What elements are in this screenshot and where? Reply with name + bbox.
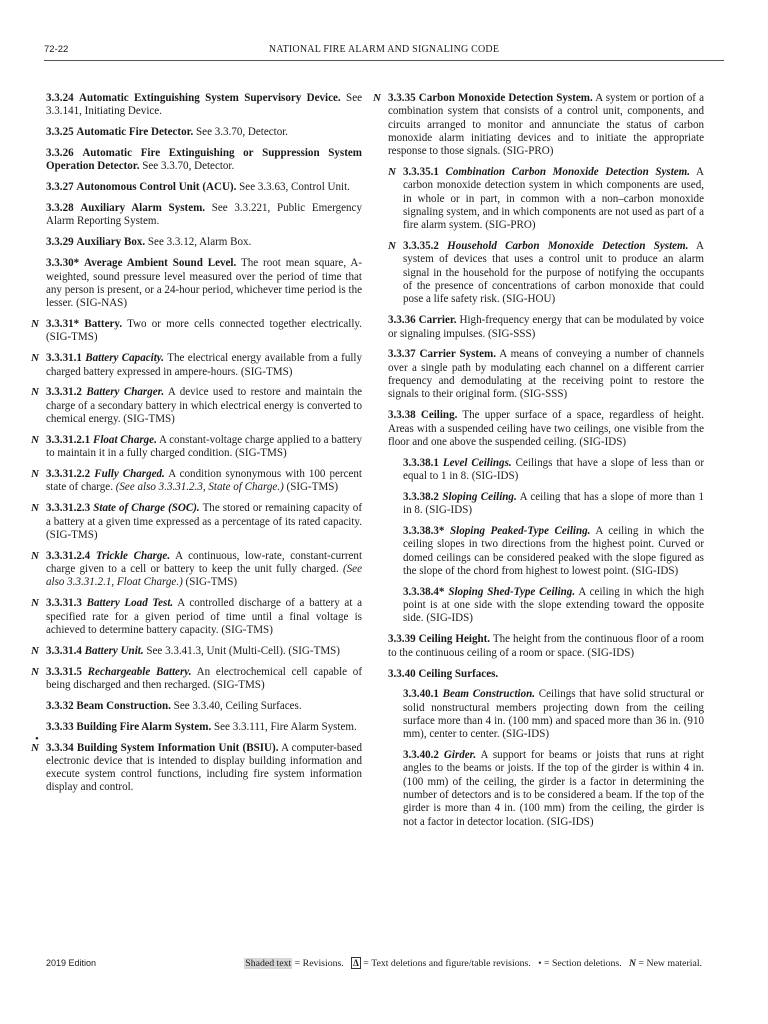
- definition-entry: [31, 433, 362, 461]
- definition-text: A means of conveying a number of channels over a single path by modulating each channel on a different carrier frequency and demodulating at the receiving point to restore the signals to their original form. (SIG-SSS): [388, 348, 705, 401]
- definition-text: The root mean square, A-weighted, sound pressure level measured over the period of time that any person is present, or a 24-hour period, whichever time period is the lesser. (SIG-NAS): [46, 257, 363, 310]
- bullet-desc: = Section deletions.: [541, 958, 622, 969]
- definition-entry: [388, 240, 705, 306]
- section-number: 3.3.40: [388, 667, 416, 680]
- definition-entry: [403, 525, 704, 578]
- delta-desc: = Text deletions and figure/table revisions.: [360, 958, 531, 969]
- defined-term: Carrier System.: [419, 348, 496, 361]
- defined-term: Rechargeable Battery.: [87, 665, 192, 678]
- section-number: 3.3.38.3*: [403, 525, 445, 538]
- definition-text: The electrical energy available from a fully charged battery expressed in ampere-hours. (SIG-TMS): [46, 352, 363, 378]
- definition-entry: [31, 502, 362, 542]
- revision-legend: [244, 958, 702, 969]
- definition-text: See 3.3.221, Public Emergency Alarm Reporting System.: [46, 202, 362, 228]
- new-material-icon: N: [31, 741, 39, 754]
- defined-term: Beam Construction.: [76, 699, 171, 712]
- section-number: 3.3.26: [46, 147, 74, 160]
- new-material-icon: N: [31, 386, 39, 399]
- definition-text: See 3.3.70, Detector.: [196, 126, 289, 139]
- defined-term: Sloping Ceiling.: [442, 490, 517, 503]
- new-material-icon: N: [31, 549, 39, 562]
- defined-term: Building Fire Alarm System.: [76, 720, 212, 733]
- definition-entry: [46, 181, 362, 194]
- defined-term: Sloping Peaked-Type Ceiling.: [449, 525, 591, 538]
- definition-text: A device used to restore and maintain the charge of a secondary battery in which electrical energy is converted to chemical energy. (SIG-TMS): [46, 386, 362, 425]
- section-number: 3.3.38.1: [403, 456, 439, 469]
- definition-entry: [46, 92, 362, 119]
- new-material-icon: N: [31, 644, 39, 657]
- right-column: [373, 92, 705, 837]
- definition-text: An electrochemical cell capable of being discharged and then recharged. (SIG-TMS): [46, 665, 363, 691]
- definition-text: The height from the continuous floor of a room to the continuous ceiling of a room or space. (SIG-IDS): [388, 633, 705, 659]
- page-number: 72-22: [44, 44, 69, 55]
- section-number: 3.3.40.2: [403, 749, 439, 762]
- definition-text: See 3.3.63, Control Unit.: [239, 181, 350, 194]
- definition-entry: [46, 700, 362, 713]
- definition-entry: [31, 549, 363, 590]
- new-material-icon: N: [31, 665, 39, 678]
- defined-term: Combination Carbon Monoxide Detection System.: [445, 166, 691, 179]
- defined-term: Level Ceilings.: [442, 456, 512, 469]
- section-number: 3.3.31.1: [46, 352, 82, 365]
- section-number: 3.3.31.3: [46, 597, 82, 610]
- new-material-icon: N: [388, 166, 396, 179]
- section-number: 3.3.24: [46, 92, 74, 104]
- section-number: 3.3.33: [46, 720, 74, 733]
- definition-text: A condition synonymous with 100 percent state of charge.: [46, 468, 362, 494]
- definition-text: See 3.3.40, Ceiling Surfaces.: [173, 699, 302, 712]
- defined-term: Automatic Extinguishing System Supervisory Device.: [78, 92, 341, 104]
- new-material-icon: N: [629, 958, 637, 969]
- committee-code: (SIG-TMS): [185, 576, 238, 589]
- new-material-icon: N: [31, 433, 39, 446]
- section-number: 3.3.25: [46, 126, 74, 139]
- defined-term: Household Carbon Monoxide Detection System.: [447, 240, 689, 253]
- section-number: 3.3.38.4*: [403, 585, 445, 598]
- new-material-icon: N: [388, 240, 396, 253]
- definition-text: A support for beams or joists that runs at right angles to the beams or joists. If the top of the girder is within 4 in. (100 mm) of the ceiling, the girder is a factor in determining the number of detectors and is to be considered a beam. If the top of the girder is more than 4 in. (100 mm) from the ceiling, the girder is not a factor in detector location. (SIG-IDS): [403, 749, 704, 828]
- definition-entry: [403, 749, 704, 829]
- definition-entry: [403, 688, 704, 741]
- definition-entry: [46, 126, 362, 139]
- defined-term: Fully Charged.: [94, 468, 165, 481]
- defined-term: Trickle Charge.: [95, 549, 171, 562]
- section-number: 3.3.35: [388, 92, 416, 104]
- defined-term: Sloping Shed-Type Ceiling.: [448, 585, 576, 598]
- defined-term: Battery Load Test.: [86, 597, 174, 610]
- n-desc: = New material.: [636, 958, 702, 969]
- defined-term: Autonomous Control Unit (ACU).: [76, 181, 237, 194]
- definition-entry: [46, 147, 362, 174]
- shaded-desc: = Revisions.: [292, 958, 344, 969]
- section-number: 3.3.35.1: [403, 166, 439, 179]
- definition-entry: [46, 236, 362, 249]
- section-number: 3.3.39: [388, 633, 416, 646]
- left-column: [31, 92, 363, 802]
- definition-text: See 3.3.141, Initiating Device.: [46, 92, 362, 118]
- defined-term: Girder.: [443, 749, 477, 762]
- defined-term: Auxiliary Box.: [76, 236, 146, 249]
- section-number: 3.3.35.2: [403, 240, 439, 253]
- definition-entry: [31, 352, 363, 379]
- definition-entry: [31, 318, 362, 345]
- defined-term: Ceiling Height.: [418, 633, 491, 646]
- section-number: 3.3.32: [46, 699, 74, 712]
- defined-term: Average Ambient Sound Level.: [84, 257, 237, 270]
- definition-entry: [388, 314, 704, 341]
- section-number: 3.3.31.2.1: [46, 433, 91, 446]
- running-title: NATIONAL FIRE ALARM AND SIGNALING CODE: [268, 44, 500, 55]
- new-material-icon: N: [31, 318, 39, 331]
- definition-text: See 3.3.12, Alarm Box.: [147, 236, 252, 249]
- committee-code: (SIG-TMS): [286, 481, 339, 494]
- definition-text: A carbon monoxide detection system in which components are used, in whole or in part, in common with a non–carbon monoxide signaling system, and in which components are not used as part of a fire alarm system. (SIG-PRO): [403, 166, 705, 232]
- definition-text: A system of devices that uses a control unit to produce an alarm signal in the household for the purpose of notifying the occupants of the presence of concentrations of carbon monoxide that could pose a life safety risk. (SIG-HOU): [403, 240, 705, 306]
- definition-entry: [388, 633, 704, 660]
- defined-term: Ceiling Surfaces.: [418, 667, 499, 680]
- definition-text: A ceiling in which the high point is at one side with the slope extending toward the opposite side. (SIG-IDS): [403, 585, 705, 625]
- definition-text: High-frequency energy that can be modulated by voice or signaling impulses. (SIG-SSS): [388, 314, 704, 340]
- edition-label: 2019 Edition: [46, 958, 97, 968]
- cross-reference: (See also 3.3.31.2.1, Float Charge.): [46, 563, 362, 589]
- definition-text: Ceilings that have a slope of less than or equal to 1 in 8. (SIG-IDS): [403, 456, 705, 482]
- defined-term: Battery Charger.: [86, 386, 165, 399]
- defined-term: Automatic Fire Detector.: [76, 126, 194, 139]
- bullet-icon: •: [538, 958, 542, 969]
- defined-term: Building System Information Unit (BSIU).: [76, 741, 279, 754]
- new-material-icon: N: [31, 502, 39, 515]
- definition-text: A system or portion of a combination system that consists of a control unit, components, and circuits arranged to monitor and annunciate the status of carbon monoxide alarm initiating devices and to initiate the appropriate response to those signals. (SIG-PRO): [388, 92, 704, 158]
- defined-term: Carbon Monoxide Detection System.: [418, 92, 593, 104]
- definition-entry: [403, 586, 704, 626]
- definition-entry: [31, 732, 362, 795]
- definition-entry: [388, 409, 704, 449]
- section-number: 3.3.31.2.3: [46, 502, 91, 515]
- definition-text: Ceilings that have solid structural or solid nonstructural members projecting down from the ceiling surface more than 4 in. (100 mm) and spaced more than 36 in. (910 mm), center to center. (SIG-IDS): [403, 688, 704, 741]
- definition-text: The stored or remaining capacity of a battery at a given time expressed as a percentage of its rated capacity. (SIG-TMS): [46, 502, 362, 541]
- defined-term: Automatic Fire Extinguishing or Suppression System Operation Detector.: [46, 147, 363, 173]
- definition-text: See 3.3.70, Detector.: [142, 160, 235, 173]
- defined-term: Beam Construction.: [442, 688, 536, 701]
- definition-entry: [46, 257, 362, 310]
- definition-text: A continuous, low-rate, constant-current charge given to a cell or battery to keep the unit fully charged.: [46, 549, 363, 576]
- section-number: 3.3.30*: [46, 257, 80, 270]
- definition-entry: [388, 166, 705, 232]
- definition-entry: [31, 386, 362, 426]
- defined-term: Battery Capacity.: [85, 352, 165, 365]
- section-number: 3.3.28: [46, 202, 74, 215]
- new-material-icon: N: [373, 92, 381, 104]
- definition-text: A ceiling in which the ceiling slopes in two directions from the highest point. Curved or domed ceilings can be considered peaked with the slope figured as the slope of the chord from highest to lowest point. (SIG-IDS): [403, 525, 705, 577]
- section-number: 3.3.37: [388, 348, 416, 361]
- delta-icon: Δ: [353, 958, 359, 968]
- definition-entry: [388, 348, 704, 401]
- definition-entry: [403, 457, 704, 484]
- section-number: 3.3.38: [388, 409, 416, 422]
- section-number: 3.3.31*: [46, 318, 80, 331]
- cross-reference: (See also 3.3.31.2.3, State of Charge.): [115, 481, 284, 494]
- section-number: 3.3.40.1: [403, 688, 439, 701]
- section-number: 3.3.31.2.2: [46, 468, 91, 481]
- section-number: 3.3.31.4: [46, 644, 82, 657]
- definition-entry: [373, 92, 704, 158]
- definition-entry: [31, 644, 362, 658]
- section-number: 3.3.27: [46, 181, 74, 194]
- new-material-icon: N: [31, 352, 39, 365]
- section-number: 3.3.31.2.4: [46, 549, 91, 562]
- shaded-text-sample: Shaded text: [245, 958, 292, 969]
- section-number: 3.3.38.2: [403, 490, 439, 503]
- defined-term: Battery.: [84, 318, 123, 331]
- section-deletion-icon: •: [35, 732, 39, 745]
- section-number: 3.3.34: [46, 741, 74, 754]
- definition-text: A constant-voltage charge applied to a battery to maintain it in a fully charged condition. (SIG-TMS): [46, 433, 362, 460]
- definition-text: Two or more cells connected together electrically. (SIG-TMS): [46, 318, 362, 344]
- defined-term: Float Charge.: [92, 433, 157, 446]
- defined-term: Ceiling.: [420, 409, 458, 422]
- definition-text: See 3.3.111, Fire Alarm System.: [213, 720, 357, 733]
- definition-text: A computer-based electronic device that is intended to display building information and execute system control functions, including fire system information display and control.: [46, 741, 362, 794]
- definition-entry: [31, 468, 362, 495]
- defined-term: Auxiliary Alarm System.: [80, 202, 206, 215]
- section-number: 3.3.31.5: [46, 665, 82, 678]
- defined-term: Battery Unit.: [84, 644, 144, 657]
- definition-entry: [388, 668, 704, 681]
- definition-text: The upper surface of a space, regardless of height. Areas with a suspended ceiling have two ceilings, one visible from the floor and one above the suspended ceiling. (SIG-IDS): [388, 409, 705, 448]
- definition-entry: [31, 665, 363, 693]
- definition-entry: [31, 597, 362, 637]
- defined-term: Carrier.: [418, 314, 457, 327]
- section-number: 3.3.36: [388, 314, 416, 327]
- definition-text: A ceiling that has a slope of more than 1 in 8. (SIG-IDS): [403, 490, 704, 517]
- definition-entry: [46, 202, 362, 229]
- definition-text: A controlled discharge of a battery at a specified rate for a given period of time until a final voltage is achieved to determine battery capacity. (SIG-TMS): [46, 597, 362, 636]
- new-material-icon: N: [31, 597, 39, 610]
- definition-entry: [46, 721, 362, 734]
- definition-text: See 3.3.41.3, Unit (Multi-Cell). (SIG-TMS): [146, 644, 340, 657]
- definition-entry: [403, 491, 704, 518]
- section-number: 3.3.31.2: [46, 386, 82, 399]
- new-material-icon: N: [31, 468, 39, 481]
- page-header: [44, 44, 724, 61]
- section-number: 3.3.29: [46, 236, 74, 249]
- defined-term: State of Charge (SOC).: [93, 502, 200, 515]
